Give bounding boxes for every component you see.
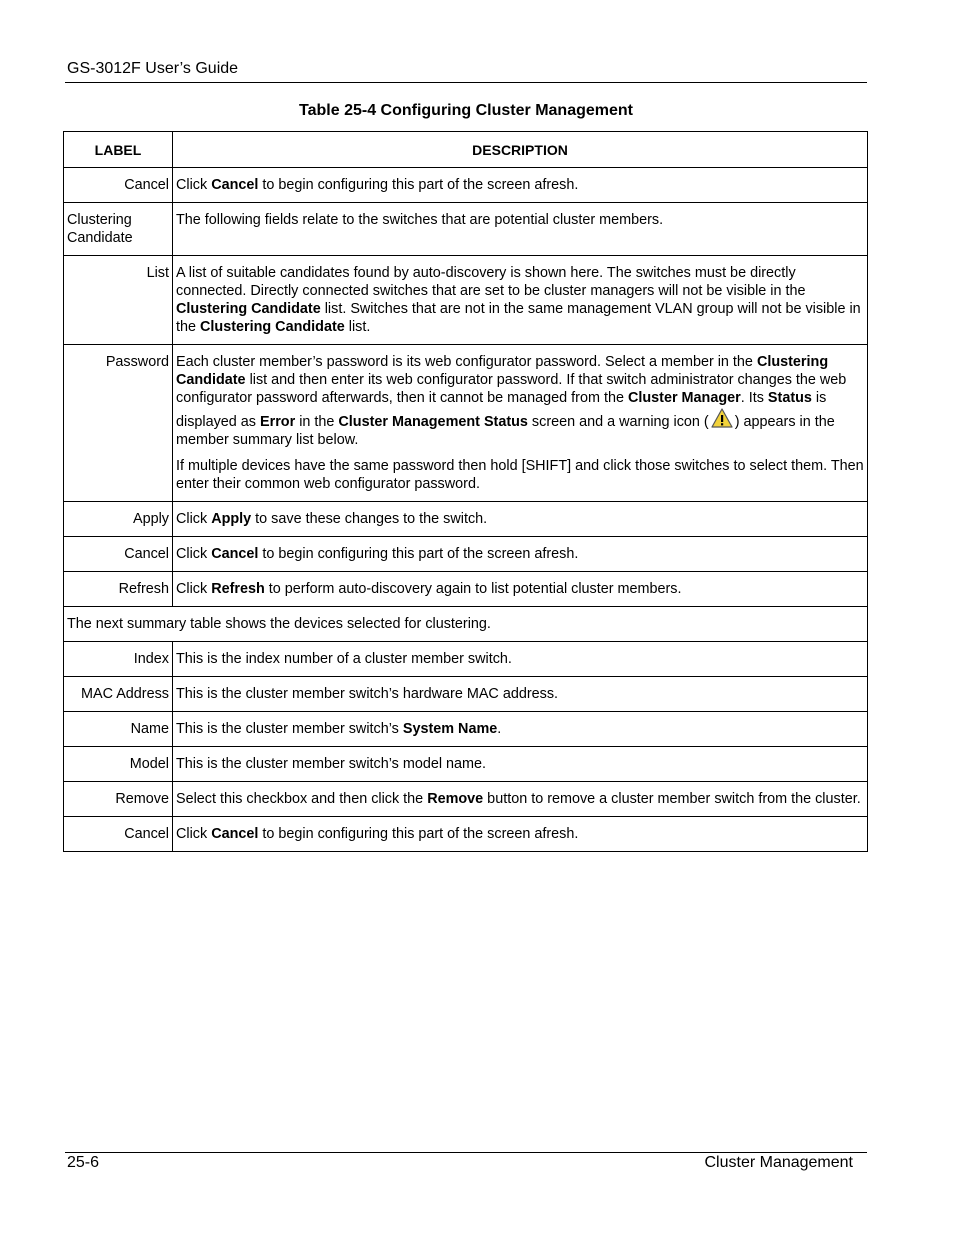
- header-divider: [65, 82, 867, 83]
- table-row: [64, 677, 868, 712]
- row-description: This is the index number of a cluster member switch.: [173, 642, 868, 677]
- footer-divider: [65, 1152, 867, 1153]
- table-row: [64, 502, 868, 537]
- table-row: [64, 572, 868, 607]
- table-row: [64, 203, 868, 256]
- table-row: [64, 747, 868, 782]
- row-label: Cancel: [64, 817, 173, 852]
- row-description: This is the cluster member switch’s model name.: [173, 747, 868, 782]
- warning-icon: [711, 407, 733, 429]
- chapter-name: Cluster Management: [704, 1154, 853, 1171]
- row-label: Name: [64, 712, 173, 747]
- table-row: [64, 712, 868, 747]
- row-description: Click Cancel to begin configuring this part of the screen afresh.: [173, 168, 868, 203]
- row-label: Apply: [64, 502, 173, 537]
- row-label: Cancel: [64, 168, 173, 203]
- table-row: [64, 817, 868, 852]
- page-header-title: GS-3012F User’s Guide: [67, 60, 239, 77]
- row-description: Select this checkbox and then click the Remove button to remove a cluster member switch from the cluster.: [173, 782, 868, 817]
- row-description: Each cluster member’s password is its web configurator password. Select a member in the Clustering Candidate list and then enter its web configurator password. If that switch administrator changes the web configurator password afterwards, then it cannot be managed from the Cluster Manager. Its Status is displayed as Error in the Cluster Management Status screen and a warning icon ( ) appears in the member summary list below. If multiple devices have the same password then hold [SHIFT] and click those switches to select them. Then enter their common web configurator password.: [173, 345, 868, 502]
- row-description: Click Cancel to begin configuring this part of the screen afresh.: [173, 817, 868, 852]
- table-header-row: [64, 132, 868, 168]
- summary-note: The next summary table shows the devices selected for clustering.: [64, 607, 868, 642]
- description-column-header: DESCRIPTION: [173, 132, 868, 168]
- table-row: [64, 345, 868, 502]
- page-number: 25-6: [67, 1154, 100, 1171]
- row-description: The following fields relate to the switches that are potential cluster members.: [173, 203, 868, 256]
- row-label: Remove: [64, 782, 173, 817]
- row-label: Refresh: [64, 572, 173, 607]
- row-description: Click Refresh to perform auto-discovery again to list potential cluster members.: [173, 572, 868, 607]
- table-row: [64, 168, 868, 203]
- row-label: Password: [64, 345, 173, 502]
- table-row: [64, 537, 868, 572]
- table-caption: Table 25-4 Configuring Cluster Management: [299, 102, 633, 119]
- label-column-header: LABEL: [64, 132, 173, 168]
- row-label: MAC Address: [64, 677, 173, 712]
- row-description: This is the cluster member switch’s System Name.: [173, 712, 868, 747]
- row-label: List: [64, 256, 173, 345]
- cluster-management-table: [63, 131, 868, 852]
- table-row: [64, 256, 868, 345]
- table-row: [64, 607, 868, 642]
- table-row: [64, 642, 868, 677]
- row-description: Click Cancel to begin configuring this part of the screen afresh.: [173, 537, 868, 572]
- row-description: This is the cluster member switch’s hardware MAC address.: [173, 677, 868, 712]
- row-label: Model: [64, 747, 173, 782]
- table-row: [64, 782, 868, 817]
- row-description: A list of suitable candidates found by auto-discovery is shown here. The switches must be directly connected. Directly connected switches that are set to be cluster managers will not be visible in the Clustering Candidate list. Switches that are not in the same management VLAN group will not be visible in the Clustering Candidate list.: [173, 256, 868, 345]
- row-label: Clustering Candidate: [64, 203, 173, 256]
- row-label: Cancel: [64, 537, 173, 572]
- row-description: Click Apply to save these changes to the switch.: [173, 502, 868, 537]
- row-label: Index: [64, 642, 173, 677]
